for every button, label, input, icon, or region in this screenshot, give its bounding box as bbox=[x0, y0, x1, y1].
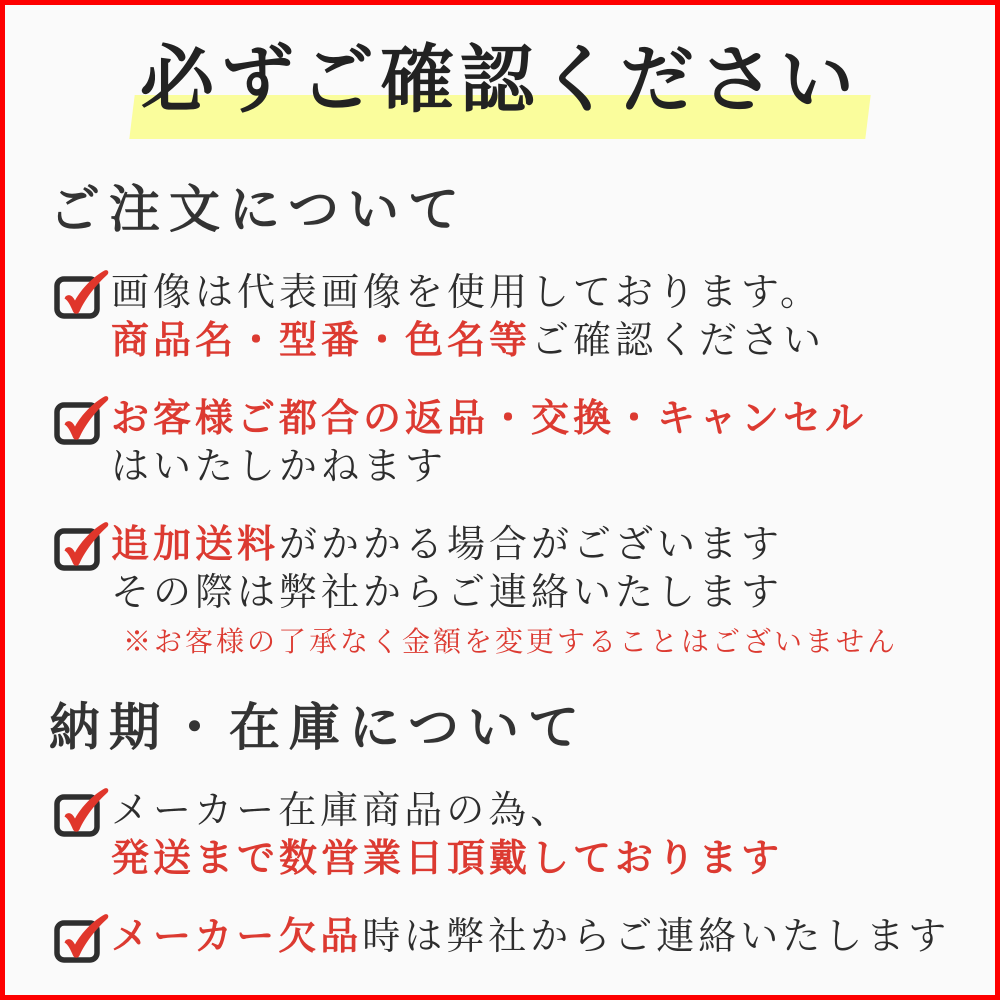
sections-container bbox=[5, 183, 995, 963]
item-line bbox=[111, 269, 825, 317]
item-line bbox=[111, 913, 950, 961]
checklist-item bbox=[53, 787, 995, 883]
checklist-item bbox=[53, 269, 995, 365]
text-run: 時は弊社からご連絡いたします bbox=[362, 916, 951, 959]
item-text bbox=[111, 269, 825, 365]
checklist-item bbox=[53, 521, 995, 661]
text-run: 画像は代表画像を使用しております。 bbox=[111, 272, 822, 315]
checklist-item bbox=[53, 395, 995, 491]
text-run: ご確認ください bbox=[531, 320, 826, 363]
checklist-item bbox=[53, 913, 995, 963]
page-title bbox=[5, 39, 995, 143]
item-line bbox=[111, 521, 898, 569]
section-heading: ご注文について bbox=[49, 183, 468, 239]
checkbox-checked-icon bbox=[53, 269, 111, 319]
text-run-red: 追加送料 bbox=[111, 524, 280, 567]
text-run-red: 発送まで数営業日頂戴しております bbox=[111, 838, 784, 881]
text-run: がかかる場合がございます bbox=[279, 524, 784, 567]
item-line bbox=[111, 317, 825, 365]
item-text bbox=[111, 787, 783, 883]
checkbox-checked-icon bbox=[53, 521, 111, 571]
item-note: ※お客様の了承なく金額を変更することはございません bbox=[123, 627, 899, 659]
text-run: その際は弊社からご連絡いたします bbox=[111, 572, 784, 615]
text-run: はいたしかねます bbox=[111, 446, 448, 489]
section-heading: 納期・在庫について bbox=[49, 701, 588, 758]
text-run-red: メーカー欠品 bbox=[111, 916, 363, 959]
item-line bbox=[111, 787, 783, 835]
checkbox-checked-icon bbox=[53, 787, 111, 837]
checkbox-checked-icon bbox=[53, 395, 111, 445]
text-run-red: お客様ご都合の返品・交換・キャンセル bbox=[111, 398, 868, 441]
checkbox-checked-icon bbox=[53, 913, 111, 963]
item-line bbox=[111, 835, 783, 883]
item-line bbox=[111, 569, 898, 617]
item-text bbox=[111, 913, 950, 961]
item-line bbox=[111, 443, 867, 491]
item-text bbox=[111, 521, 898, 661]
item-text bbox=[111, 395, 867, 491]
text-run: メーカー在庫商品の為、 bbox=[111, 790, 573, 833]
item-line bbox=[111, 395, 867, 443]
text-run-red: 商品名・型番・色名等 bbox=[111, 320, 532, 363]
page-title-text: 必ずご確認ください bbox=[140, 40, 860, 122]
